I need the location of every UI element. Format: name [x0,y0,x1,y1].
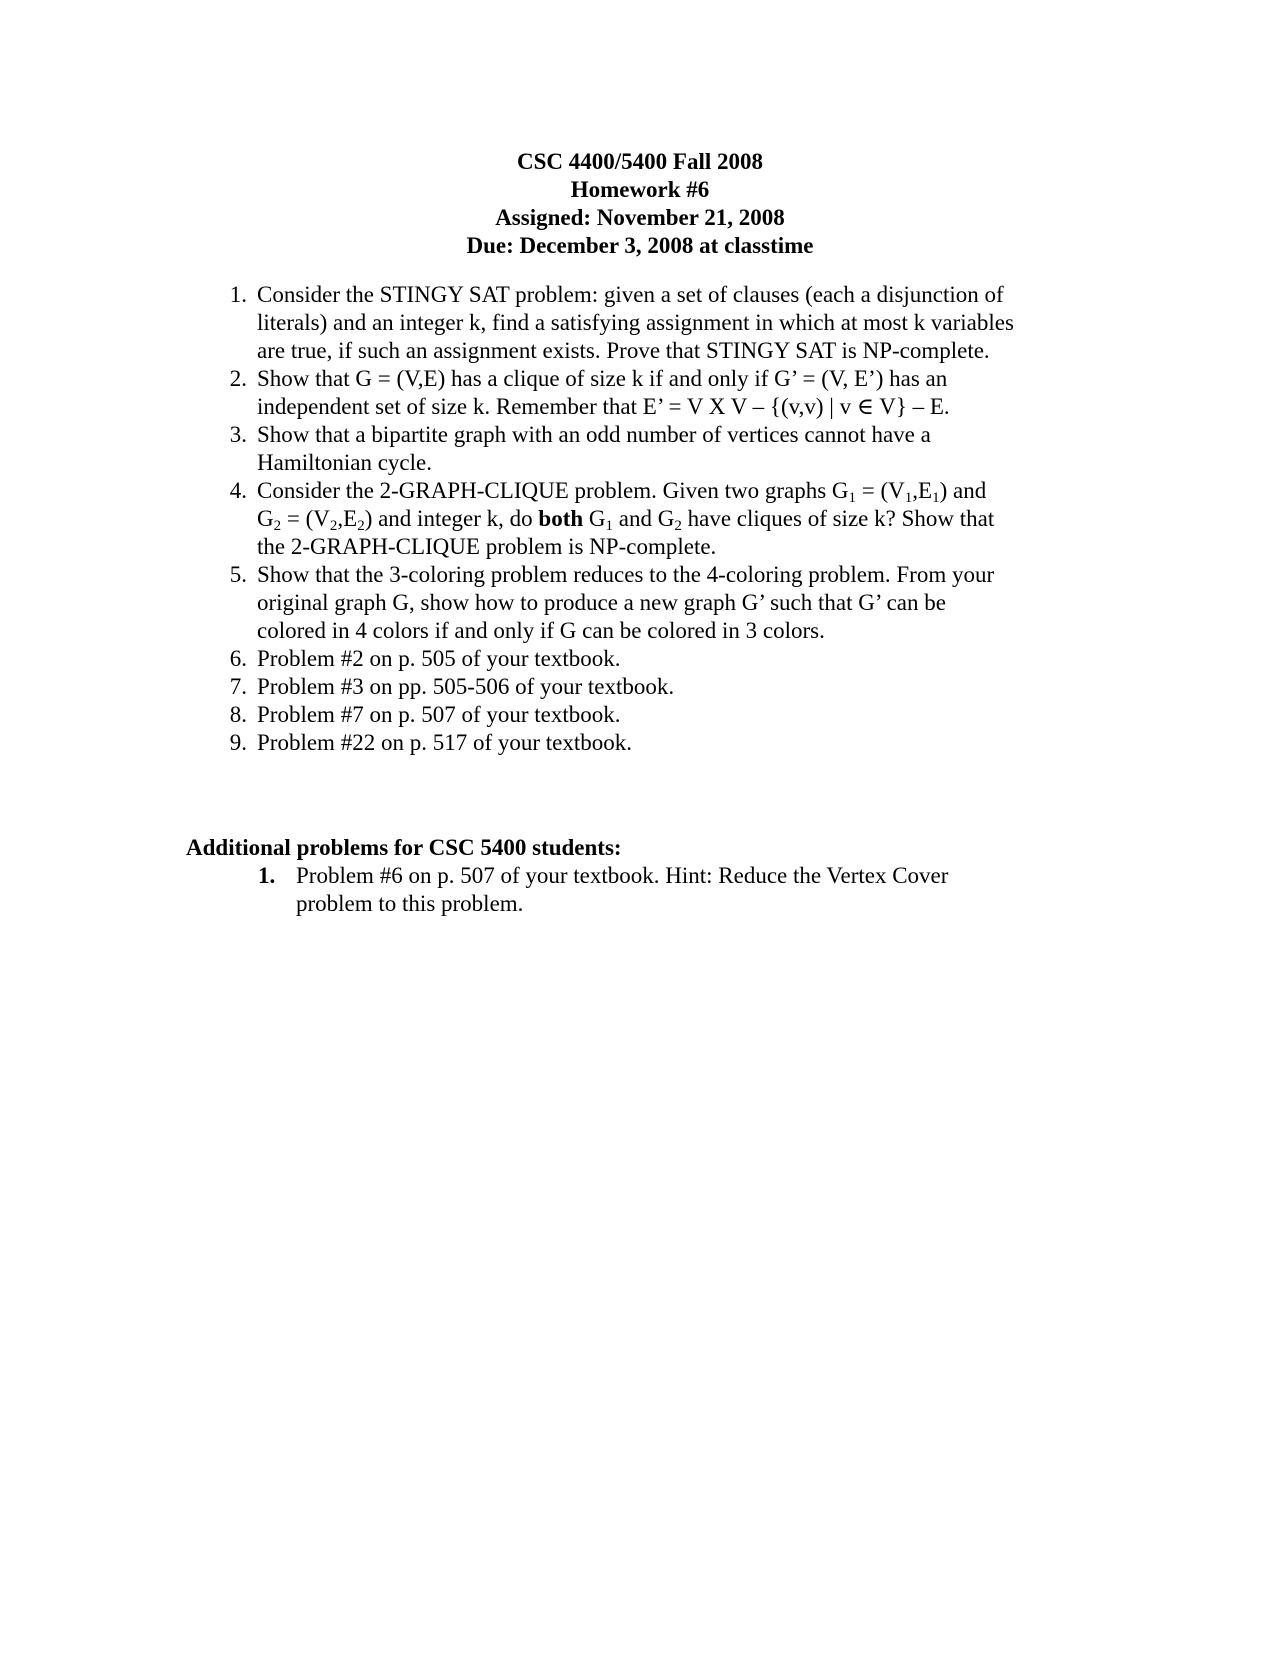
subscript: 1 [605,518,614,534]
text-run: and G [613,506,675,531]
problem-item [205,729,1105,757]
problem-line: Show that the 3-coloring problem reduces to the 4-coloring problem. From your [257,562,995,587]
assigned-date: Assigned: November 21, 2008 [495,205,785,230]
problem-line: Show that a bipartite graph with an odd number of vertices cannot have a [257,422,931,447]
problem-text [257,729,1105,757]
problem-text [257,561,1105,645]
problem-text [257,365,1105,421]
text-run: = (V [281,506,330,531]
subscript: 2 [329,518,338,534]
problem-number: 6. [229,646,247,671]
problem-line: Hamiltonian cycle. [257,450,432,475]
problem-number: 8. [229,702,247,727]
problem-item [205,701,1105,729]
problem-number: 5. [229,562,247,587]
problem-line [257,477,1105,505]
text-run: Consider the 2-GRAPH-CLIQUE problem. Given two graphs G [257,478,849,503]
text-run: G [583,506,606,531]
problem-number: 9. [229,730,247,755]
problem-item [205,645,1105,673]
subscript: 2 [357,518,365,534]
subscript: 2 [674,518,682,534]
additional-section [186,834,948,918]
problem-line: are true, if such an assignment exists. Prove that STINGY SAT is NP-complete. [257,338,990,363]
problem-line: literals) and an integer k, find a satisfying assignment in which at most k variables [257,310,1014,335]
subscript: 1 [932,490,940,506]
problem-number: 2. [229,366,247,391]
text-run: ,E [912,478,933,503]
homework-title: Homework #6 [570,177,710,202]
subscript: 1 [904,490,913,506]
problem-line: original graph G, show how to produce a new graph G’ such that G’ can be [257,590,946,615]
problem-item [205,281,1105,365]
course-title: CSC 4400/5400 Fall 2008 [517,149,763,174]
problem-text [257,281,1105,365]
emphasis-both: both [538,506,584,531]
text-run: ) and [939,478,987,503]
problem-line: Problem #2 on p. 505 of your textbook. [257,646,621,671]
problem-line: Problem #22 on p. 517 of your textbook. [257,730,632,755]
problem-text [257,673,1105,701]
problem-line: colored in 4 colors if and only if G can be colored in 3 colors. [257,618,825,643]
additional-problem-item [258,862,948,918]
problem-list [205,281,1105,757]
text-run: = (V [856,478,905,503]
problem-line: the 2-GRAPH-CLIQUE problem is NP-complete. [257,534,717,559]
problem-line: independent set of size k. Remember that E’ = V X V – {(v,v) | v ∈ V} – E. [257,394,950,419]
additional-title: Additional problems for CSC 5400 students: [186,835,622,860]
problem-number: 1. [258,863,276,888]
problem-number: 4. [229,478,247,503]
problem-text [257,701,1105,729]
problem-line [257,505,1105,533]
additional-problem-list [258,862,948,918]
problem-number: 7. [229,674,247,699]
problem-text [257,421,1105,477]
document-header [0,148,1280,260]
subscript: 2 [273,518,282,534]
problem-number: 1. [229,282,247,307]
problem-item [205,365,1105,421]
problem-number: 3. [229,422,247,447]
problem-line: Problem #6 on p. 507 of your textbook. Hint: Reduce the Vertex Cover [296,863,949,888]
problem-text [296,862,948,918]
due-date: Due: December 3, 2008 at classtime [466,233,814,258]
subscript: 1 [848,490,857,506]
problem-line: Problem #3 on pp. 505-506 of your textbook. [257,674,675,699]
text-run: ,E [337,506,358,531]
problem-item [205,421,1105,477]
problem-line: problem to this problem. [296,891,524,916]
problem-item [205,561,1105,645]
problem-item [205,673,1105,701]
problem-line: Consider the STINGY SAT problem: given a set of clauses (each a disjunction of [257,282,1004,307]
text-run: have cliques of size k? Show that [681,506,995,531]
problem-line: Show that G = (V,E) has a clique of size k if and only if G’ = (V, E’) has an [257,366,948,391]
text-run: ) and integer k, do [364,506,539,531]
text-run: G [257,506,274,531]
problem-item [205,477,1105,561]
problem-text [257,645,1105,673]
problem-text [257,477,1105,561]
problem-line: Problem #7 on p. 507 of your textbook. [257,702,621,727]
